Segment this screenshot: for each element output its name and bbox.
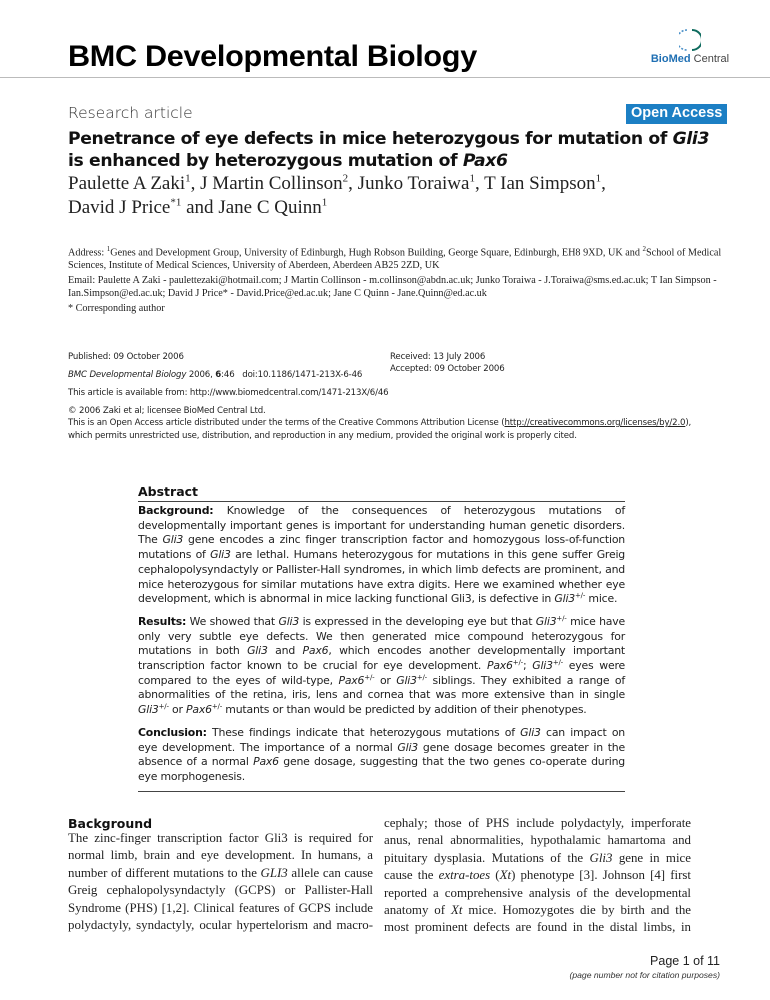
text-run: mice. (585, 592, 618, 606)
author[interactable] (484, 173, 601, 194)
gene-name: Pax6 (338, 673, 365, 687)
article-type: Research article (68, 104, 193, 122)
text-run: , which encodes another developmentally important transcription factor known to be crucial for eye development. (138, 644, 625, 673)
text-run: anus, renal abnormalities, hypothalamic hamartoma and (384, 833, 691, 848)
affiliation-marker: 1 (469, 172, 475, 185)
text-run: allele can cause (287, 865, 373, 880)
text-run: number of different mutations to the (68, 865, 261, 880)
gene-name: Gli3 (162, 533, 184, 547)
article-url[interactable]: This article is available from: http://www.biomedcentral.com/1471-213X/6/46 (68, 388, 389, 398)
text-run: or (374, 673, 397, 687)
citation-article: :46 (221, 370, 235, 380)
received-date: Received: 13 July 2006 (390, 352, 486, 362)
text-run: is expressed in the developing eye but that (299, 614, 536, 628)
gene-name: Gli3 (397, 740, 419, 754)
body-text-line (384, 885, 691, 902)
text-run: and (267, 644, 303, 658)
article-title (68, 128, 758, 172)
text-run: Syndrome (PHS) [1,2]. Clinical features of GCPS include (68, 900, 373, 915)
affiliation-marker: 2 (342, 172, 349, 185)
gene-name: Gli3 (278, 614, 300, 628)
text-run: ) phenotype [3]. Johnson [4] first (511, 868, 691, 883)
separator: , (474, 173, 485, 194)
text-run: polydactyly, syndactyly, ocular hypertelorism and macro- (68, 918, 373, 933)
author-name: Paulette A Zaki (68, 173, 186, 194)
copyright: © 2006 Zaki et al; licensee BioMed Central Ltd. (68, 406, 266, 416)
text-run: ( (490, 868, 500, 883)
affiliation-marker: 1 (185, 172, 191, 185)
body-text-line (68, 900, 373, 917)
address-text: School of Medical Sciences, Institute of Medical Sciences, University of Aberdeen, Aberdeen AB25 2ZD, UK (68, 247, 722, 272)
separator: and (181, 197, 219, 218)
abstract-heading: Abstract (138, 484, 625, 502)
body-text-line (384, 902, 691, 919)
text-run: gene in mice (612, 850, 691, 865)
title-gene: Gli3 (672, 129, 710, 149)
gene-name: Pax6 (253, 755, 279, 769)
gene-name: Gli3 (520, 725, 541, 739)
text-run: mice have only very subtle eye defects. We then generated mice compound heterozygous for mutations in both (138, 614, 625, 658)
section-label: Results: (138, 614, 187, 628)
text-run: gene dosage, suggesting that the two genes co-operate during eye morphogenesis. (138, 755, 626, 783)
abstract (138, 484, 625, 792)
genotype-superscript: +/- (575, 591, 586, 600)
text-run: mutants or than would be predicted by addition of their phenotypes. (222, 703, 587, 717)
text-run: can impact on eye development. The importance of a normal (138, 725, 625, 754)
italic-term: extra-toes (438, 868, 491, 883)
affiliation-marker: *1 (170, 196, 182, 209)
gene-name: Gli3 (138, 703, 159, 717)
gene-name: Gli3 (554, 592, 576, 606)
text-run: gene dosage becomes greater in the absence of a normal (138, 740, 626, 769)
gene-name: Pax6 (486, 659, 513, 673)
license-text: This is an Open Access article distributed under the terms of the Creative Commons Attribution License ( (68, 418, 505, 428)
text-run: Knowledge of the consequences of heterozygous mutations of developmentally important genes is important for understanding human genetic disorders. The (138, 504, 625, 547)
affiliation-marker: 1 (321, 196, 328, 209)
citation-volume: 6 (215, 370, 222, 380)
author[interactable] (358, 173, 475, 194)
text-run: eyes were compared to the eyes of wild-type, (138, 659, 625, 687)
separator: , (601, 173, 606, 194)
genotype-superscript: +/- (512, 658, 523, 667)
author-emails[interactable]: Email: Paulette A Zaki - paulettezaki@hotmail.com; J Martin Collinson - m.collinson@abdn.ac.uk; Junko Toraiwa - J.Toraiwa@sms.ed.ac.uk; T Ian Simpson - Ian.Simpson@ed.ac.uk; David J Price* - David.Price@ed.ac.uk; Jane C Quinn - Jane.Quinn@ed.ac.uk (68, 275, 717, 299)
open-access-badge: Open Access (626, 104, 727, 124)
text-run: ; (522, 659, 533, 673)
biomed-central-ring-icon (679, 28, 701, 52)
separator: , (190, 173, 201, 194)
license-statement (68, 418, 691, 429)
text-run: Greig cephalopolysyndactyly (GCPS) or Pallister-Hall (68, 883, 373, 898)
author-name: Jane C Quinn (218, 197, 322, 218)
author[interactable] (218, 197, 327, 218)
body-text-line (68, 865, 373, 882)
text-run: siblings. They exhibited a range of abnormalities of the retina, iris, lens and cornea that was more extensive than in single (138, 673, 626, 702)
author[interactable] (68, 197, 181, 218)
separator: , (348, 173, 358, 194)
address (68, 243, 758, 272)
italic-term: GLI3 (260, 865, 288, 880)
abstract-results (138, 615, 625, 718)
section-heading-background: Background (68, 816, 153, 831)
text-run: anatomy of (384, 903, 451, 918)
gene-name: Gli3 (535, 614, 557, 628)
text-run: normal limb, brain and eye development. In humans, a (68, 848, 373, 863)
text-run: most prominent defects are found in the distal limbs, in (384, 920, 691, 935)
body-text-line (384, 832, 691, 849)
abstract-background (138, 504, 625, 607)
text-run: gene encodes a zinc finger transcription factor and homozygous loss-of-function mutations of (138, 533, 625, 562)
italic-term: Gli3 (589, 850, 613, 865)
author-name: Junko Toraiwa (357, 173, 470, 194)
author-name: T Ian Simpson (484, 173, 596, 194)
text-run: The zinc-finger transcription factor Gli3 is required for (68, 831, 373, 845)
gene-name: Pax6 (186, 703, 212, 717)
license-text: ), (685, 418, 692, 428)
gene-name: Pax6 (302, 644, 329, 658)
text-run: are lethal. Humans heterozygous for mutations in this gene suffer Greig cephalopolysyndactyly or Pallister-Hall syndromes, in which limb defects are prominent, and mice heterozygous for similar mutations have extra digits. Here we examined whether eye development, which is abnormal in mice lacking functional Gli3, is defective in (138, 548, 626, 606)
address-label: Address: (68, 247, 107, 259)
gene-name: Gli3 (396, 673, 417, 687)
body-text-line (68, 847, 373, 864)
affiliation-marker: 2 (642, 245, 646, 253)
title-text: is enhanced by heterozygous mutation of (68, 151, 463, 171)
body-text-line (68, 882, 373, 899)
affiliation-marker: 1 (595, 172, 602, 185)
body-text-line (384, 867, 691, 884)
body-text-line (68, 830, 373, 847)
body-column-left (68, 830, 373, 934)
citation-journal: BMC Developmental Biology (68, 370, 187, 380)
accepted-date: Accepted: 09 October 2006 (390, 364, 505, 374)
affiliation-marker: 1 (106, 245, 111, 253)
text-run: cephaly; those of PHS include polydactyly, imperforate (384, 816, 691, 830)
logo-bio: Bio (650, 53, 669, 65)
body-column-right (384, 815, 691, 937)
body-text-line (384, 815, 691, 832)
journal-title: BMC Developmental Biology (68, 40, 477, 73)
logo-central: Central (690, 53, 730, 65)
biomed-central-logo[interactable] (640, 28, 740, 72)
logo-med: Med (668, 53, 691, 65)
author-list (68, 172, 758, 220)
address-text: Genes and Development Group, University of Edinburgh, Hugh Robson Building, George Square, Edinburgh, EH8 9XD, UK and (110, 247, 643, 259)
section-label: Background: (138, 504, 214, 517)
body-text-line (384, 919, 691, 936)
genotype-superscript: +/- (416, 673, 428, 682)
gene-name: Gli3 (210, 548, 231, 562)
corresponding-author-note: * Corresponding author (68, 303, 165, 314)
text-run: pituitary dysplasia. Mutations of the (384, 850, 590, 865)
text-run: or (168, 703, 187, 717)
genotype-superscript: +/- (211, 702, 223, 711)
text-run: mice. Homozygotes die by birth and the (462, 903, 692, 918)
page-number-note: (page number not for citation purposes) (569, 970, 720, 980)
author[interactable] (68, 173, 191, 194)
author[interactable] (200, 173, 348, 194)
genotype-superscript: +/- (552, 658, 563, 667)
italic-term: Xt (499, 868, 512, 883)
header-divider (0, 77, 770, 78)
title-gene: Pax6 (462, 151, 508, 171)
genotype-superscript: +/- (158, 702, 169, 711)
section-label: Conclusion: (138, 725, 207, 739)
author-name: J Martin Collinson (200, 173, 343, 194)
license-statement-continued: which permits unrestricted use, distribution, and reproduction in any medium, provided the original work is properly cited. (68, 431, 577, 441)
body-text-line (384, 850, 691, 867)
genotype-superscript: +/- (364, 673, 375, 682)
license-link[interactable]: http://creativecommons.org/licenses/by/2.0 (504, 418, 686, 428)
published-date: Published: 09 October 2006 (68, 352, 184, 362)
text-run: These findings indicate that heterozygous mutations of (206, 725, 521, 739)
text-run: We showed that (186, 614, 279, 628)
abstract-conclusion (138, 726, 625, 785)
body-text-line (68, 917, 373, 934)
citation (68, 370, 362, 381)
gene-name: Gli3 (532, 659, 553, 673)
genotype-superscript: +/- (556, 614, 567, 623)
italic-term: Xt (450, 903, 463, 918)
biomed-central-wordmark (640, 53, 740, 65)
abstract-divider (138, 791, 625, 792)
doi[interactable]: doi:10.1186/1471-213X-6-46 (242, 370, 363, 380)
text-run: cause the (384, 868, 439, 883)
title-text: Penetrance of eye defects in mice heterozygous for mutation of (68, 129, 673, 149)
gene-name: Gli3 (247, 644, 268, 658)
text-run: reported a comprehensive analysis of the developmental (384, 885, 691, 900)
author-name: David J Price (68, 197, 171, 218)
citation-year: 2006, (186, 370, 216, 380)
page-number: Page 1 of 11 (650, 954, 720, 968)
